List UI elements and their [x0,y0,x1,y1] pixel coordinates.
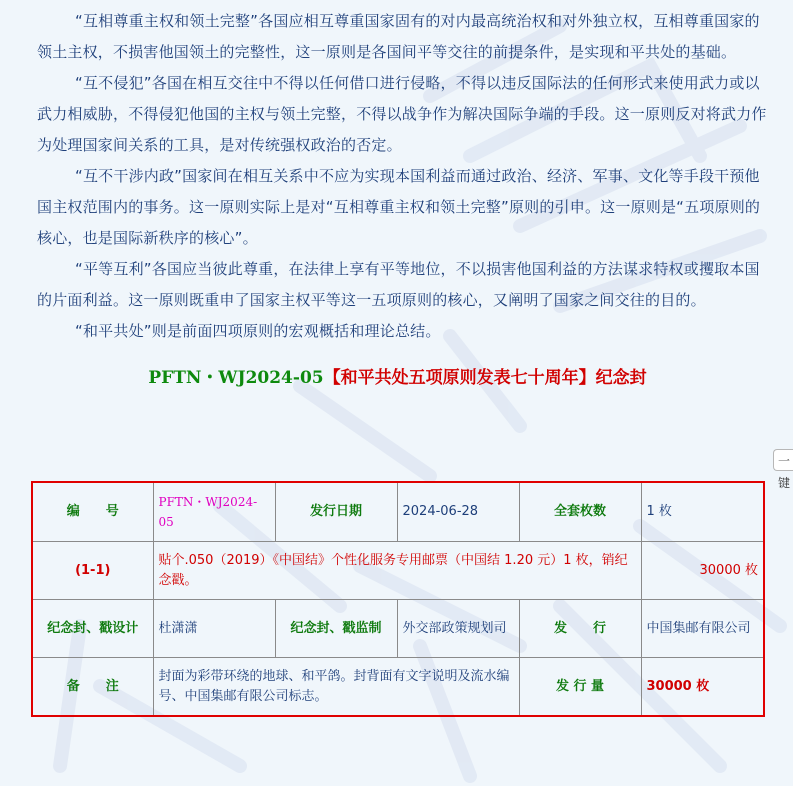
table-row [32,542,764,600]
label-number: 编 号 [32,482,153,542]
heading-suffix: 纪念封 [595,368,647,388]
cover-heading [37,365,768,391]
value-number: PFTN・WJ2024-05 [153,482,275,542]
paragraph-non-interference: “互不干涉内政”国家间在相互关系中不应为实现本国利益而通过政治、经济、军事、文化等手段干预他国主权范围内的事务。这一原则实际上是对“互相尊重主权和领土完整”原则的引申。这一原则是“五项原则的核心，也是国际新秩序的核心”。 [37,167,761,247]
value-item-id: (1-1) [32,542,153,600]
table-row [32,600,764,658]
label-set-count: 全套枚数 [519,482,641,542]
paragraph-non-aggression: “互不侵犯”各国在相互交往中不得以任何借口进行侵略，不得以违反国际法的任何形式来使用武力或以武力相威胁，不得侵犯他国的主权与领土完整，不得以战争作为解决国际争端的手段。这一原则反对将武力作为处理国家间关系的工具，是对传统强权政治的否定。 [37,74,767,154]
value-item-description: 贴个.050（2019）《中国结》个性化服务专用邮票（中国结 1.20 元）1 枚，销纪念戳。 [153,542,641,600]
paragraph-peaceful-coexistence: “和平共处”则是前面四项原则的宏观概括和理论总结。 [75,322,441,340]
value-supervisor: 外交部政策规划司 [397,600,519,658]
label-issue-volume: 发 行 量 [519,658,641,717]
value-designer: 杜潇潇 [153,600,275,658]
label-issuer: 发 行 [519,600,641,658]
value-issue-volume: 30000 枚 [641,658,764,717]
value-item-quantity: 30000 枚 [641,542,764,600]
label-remarks: 备 注 [32,658,153,717]
value-issue-date: 2024-06-28 [397,482,519,542]
value-issuer: 中国集邮有限公司 [641,600,764,658]
label-supervisor: 纪念封、戳监制 [275,600,397,658]
table-row [32,482,764,542]
paragraph-mutual-respect: “互相尊重主权和领土完整”各国应相互尊重国家固有的对内最高统治权和对外独立权，互相尊重国家的领土主权，不损害他国领土的完整性，这一原则是各国间平等交往的前提条件，是实现和平共处的基础。 [37,12,760,61]
heading-name: 【和平共处五项原则发表七十周年】 [323,368,596,388]
article-page [0,6,793,786]
heading-code: PFTN・WJ2024-05 [148,368,324,388]
label-designer: 纪念封、戳设计 [32,600,153,658]
value-set-count: 1 枚 [641,482,764,542]
article-body [0,6,793,391]
cover-info-table [31,481,765,717]
value-remarks: 封面为彩带环绕的地球、和平鸽。封背面有文字说明及流水编号、中国集邮有限公司标志。 [153,658,519,717]
table-row [32,658,764,717]
side-floating-tab[interactable]: 一键 [773,449,793,471]
label-issue-date: 发行日期 [275,482,397,542]
paragraph-equality-mutual-benefit: “平等互利”各国应当彼此尊重，在法律上享有平等地位，不以损害他国利益的方法谋求特权或攫取本国的片面利益。这一原则既重申了国家主权平等这一五项原则的核心，又阐明了国家之间交往的目的。 [37,260,760,309]
